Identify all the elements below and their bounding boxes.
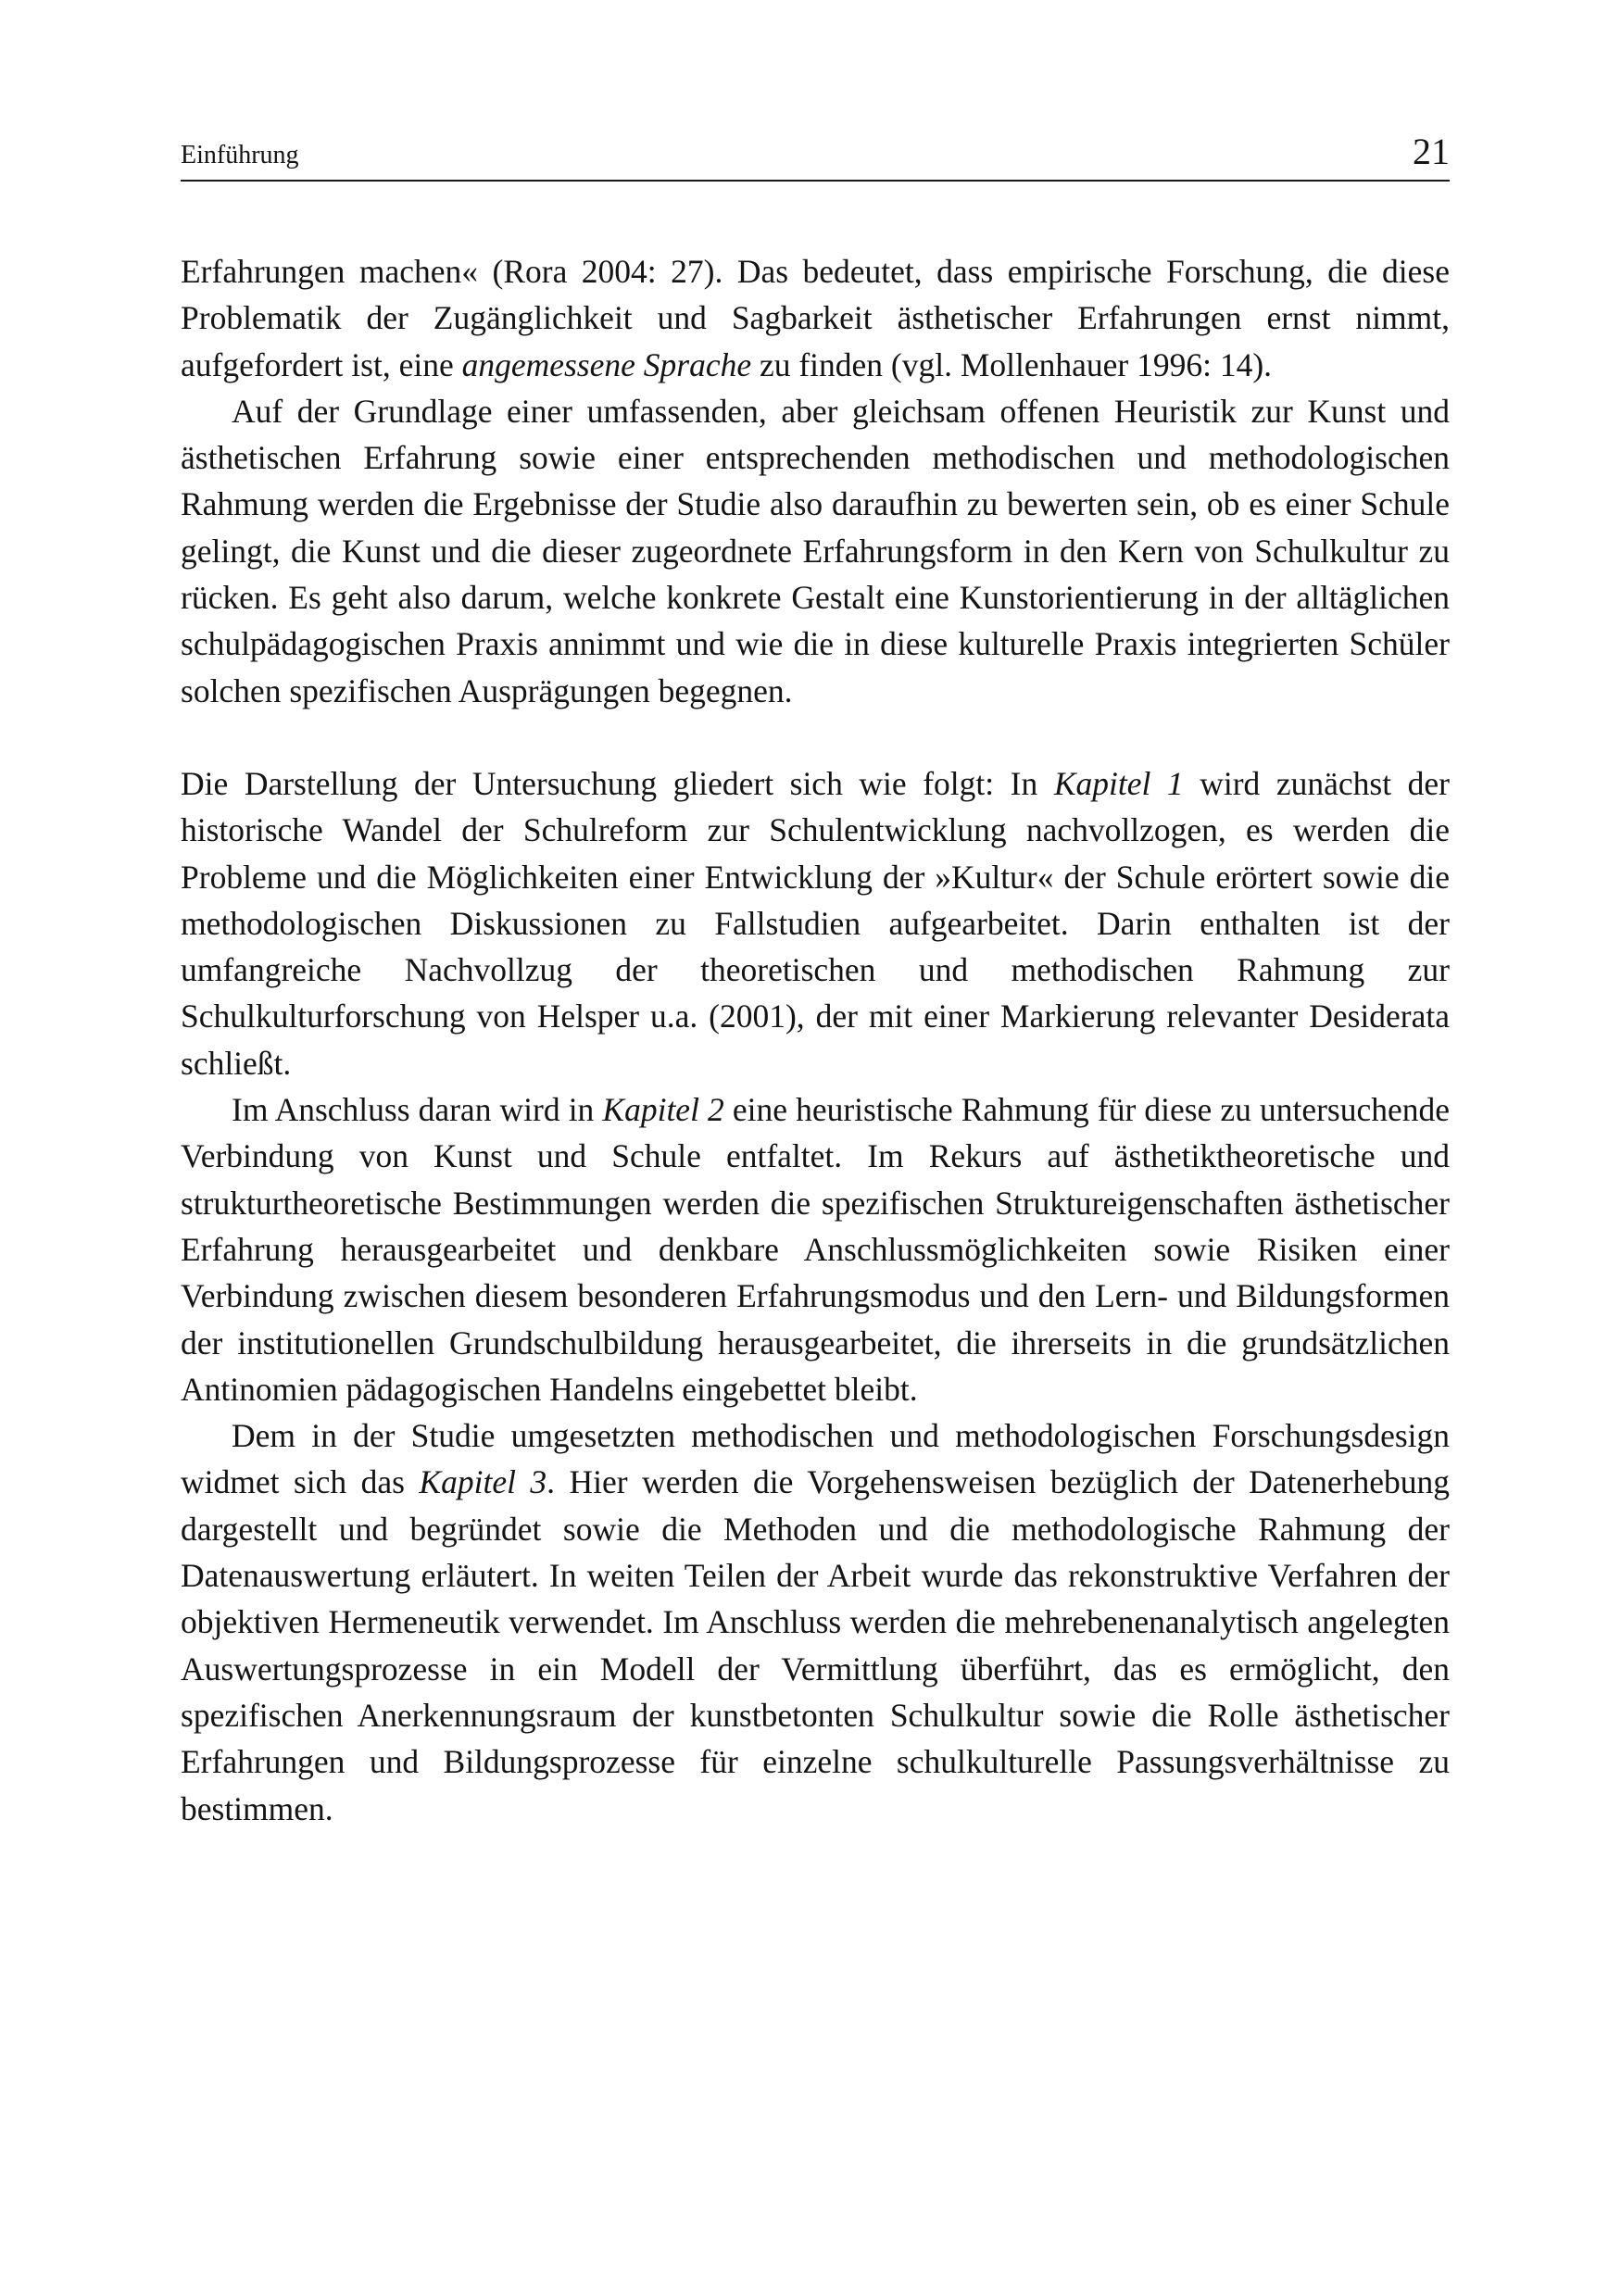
header-title: Einführung bbox=[181, 141, 299, 169]
paragraph-5 bbox=[181, 1412, 1450, 1832]
paragraph-3-text-after: wird zunächst der historische Wandel der Schulreform zur Schulentwicklung nachvollzogen, es werden die Probleme und die Möglichkeiten einer Entwicklung der »Kultur« der Schule erörtert sowie die methodologischen Diskussionen zu Fallstudien aufgearbeitet. Darin enthalten ist der umfangreiche Nachvollzug der theoretischen und methodischen Rahmung zur Schulkulturforschung von Helsper u.a. (2001), der mit einer Markierung relevanter Desiderata schließt. bbox=[181, 764, 1450, 1082]
paragraph-1 bbox=[181, 248, 1450, 388]
paragraph-1-emphasis: angemessene Sprache bbox=[461, 345, 752, 383]
running-header bbox=[181, 128, 1450, 182]
paragraph-4-text-after: eine heuristische Rahmung für diese zu untersuchende Verbindung von Kunst und Schule entfaltet. Im Rekurs auf ästhetiktheoretische und strukturtheoretische Bestimmungen werden die spezifischen Struktureigenschaften ästhetischer Erfahrung herausgearbeitet und denkbare Anschlussmöglichkeiten sowie Risiken einer Verbindung zwischen diesem besonderen Erfahrungsmodus und den Lern- und Bildungsformen der institutionellen Grundschulbildung herausgearbeitet, die ihrerseits in die grundsätzlichen Antinomien pädagogischen Handelns eingebettet bleibt. bbox=[181, 1091, 1451, 1408]
paragraph-5-emphasis: Kapitel 3 bbox=[419, 1463, 547, 1501]
paragraph-3 bbox=[181, 760, 1450, 1086]
paragraph-3-emphasis: Kapitel 1 bbox=[1053, 764, 1184, 802]
paragraph-5-text-before: Dem in der Studie umgesetzten methodischen und methodologischen Forschungsdesign widmet sich das bbox=[181, 1417, 1450, 1501]
paragraph-4-emphasis: Kapitel 2 bbox=[602, 1091, 724, 1129]
paragraph-1-text-after: zu finden (vgl. Mollenhauer 1996: 14). bbox=[751, 345, 1273, 383]
paragraph-4-text-before: Im Anschluss daran wird in bbox=[232, 1091, 603, 1129]
paragraph-4 bbox=[181, 1086, 1450, 1412]
paragraph-2: Auf der Grundlage einer umfassenden, aber gleichsam offenen Heuristik zur Kunst und ästhetischen Erfahrung sowie einer entsprechenden methodischen und methodologischen Rahmung werden die Ergebnisse der Studie also daraufhin zu bewerten sein, ob es einer Schule gelingt, die Kunst und die dieser zugeordnete Erfahrungsform in den Kern von Schulkultur zu rücken. Es geht also darum, welche konkrete Gestalt eine Kunstorientierung in der alltäglichen schulpädagogischen Praxis annimmt und wie die in diese kulturelle Praxis integrierten Schüler solchen spezifischen Ausprägungen begegnen. bbox=[181, 392, 1450, 709]
paragraph-5-text-after: . Hier werden die Vorgehensweisen bezüglich der Datenerhebung dargestellt und begründet sowie die Methoden und die methodologische Rahmung der Datenauswertung erläutert. In weiten Teilen der Arbeit wurde das rekonstruktive Verfahren der objektiven Hermeneutik verwendet. Im Anschluss werden die mehrebenenanalytisch angelegten Auswertungsprozesse in ein Modell der Vermittlung überführt, das es ermöglicht, den spezifischen Anerkennungsraum der kunstbetonten Schulkultur sowie die Rolle ästhetischer Erfahrungen und Bildungsprozesse für einzelne schulkulturelle Passungsverhältnisse zu bestimmen. bbox=[181, 1463, 1450, 1827]
paragraph-3-text-before: Die Darstellung der Untersuchung gliedert sich wie folgt: In bbox=[181, 764, 1054, 802]
body-text bbox=[181, 248, 1450, 1832]
page-number: 21 bbox=[1413, 131, 1450, 172]
section-gap bbox=[181, 714, 1450, 760]
paragraph-1-text-before: Erfahrungen machen« (Rora 2004: 27). Das bedeutet, dass empirische Forschung, die diese Problematik der Zugänglichkeit und Sagbarkeit ästhetischer Erfahrungen ernst nimmt, aufgefordert ist, eine bbox=[181, 253, 1450, 383]
